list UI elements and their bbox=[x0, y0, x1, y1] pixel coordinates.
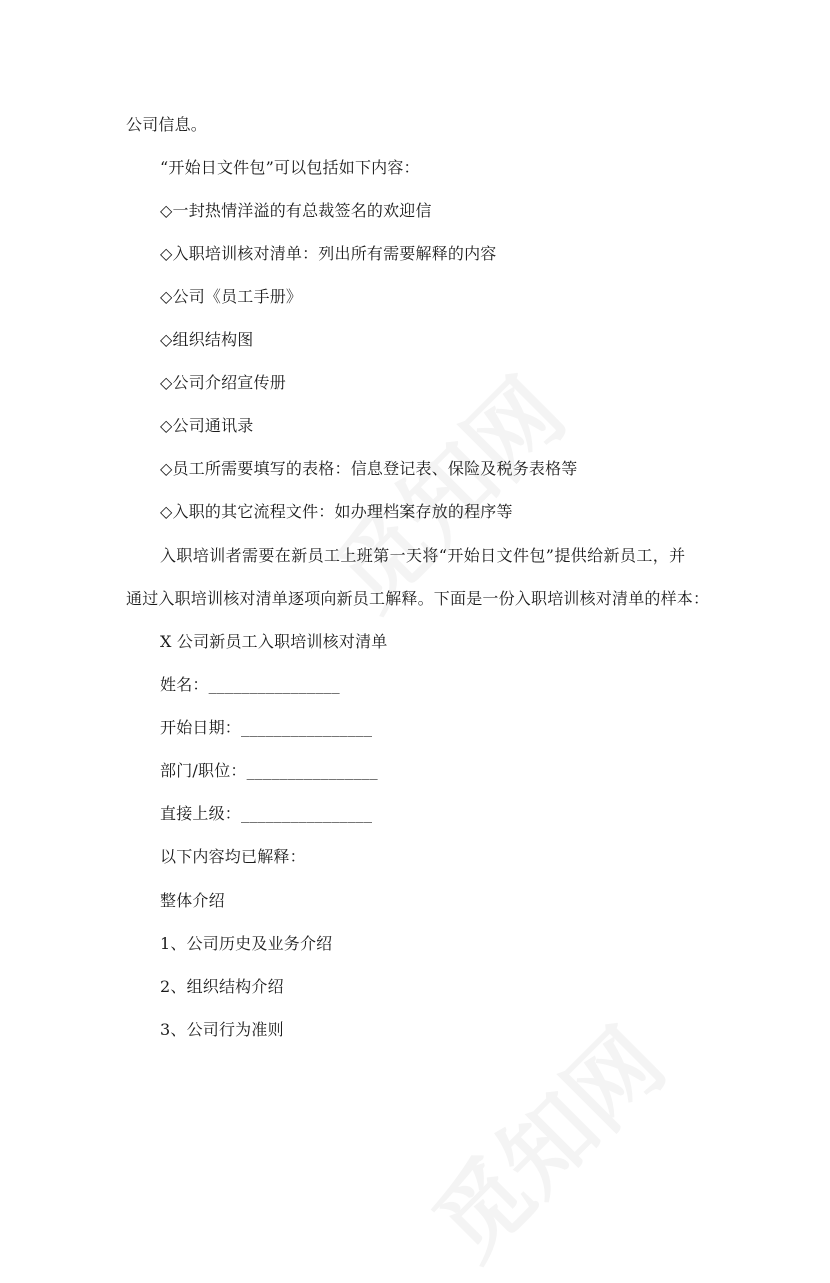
list-item: ◇员工所需要填写的表格：信息登记表、保险及税务表格等 bbox=[160, 459, 578, 478]
paragraph-line: 以下内容均已解释： bbox=[160, 847, 306, 866]
form-field-name: 姓名：________________ bbox=[160, 675, 340, 694]
list-item: ◇组织结构图 bbox=[160, 330, 254, 349]
paragraph-line: 公司信息。 bbox=[126, 115, 208, 134]
list-item: ◇公司《员工手册》 bbox=[160, 287, 303, 306]
form-field-department-position: 部门/职位：________________ bbox=[160, 761, 378, 780]
form-field-supervisor: 直接上级：________________ bbox=[160, 804, 373, 823]
list-item: ◇公司介绍宣传册 bbox=[160, 373, 286, 392]
paragraph-line: “开始日文件包”可以包括如下内容： bbox=[160, 158, 420, 177]
section-heading: 整体介绍 bbox=[160, 891, 225, 910]
paragraph-line: 通过入职培训核对清单逐项向新员工解释。下面是一份入职培训核对清单的样本： bbox=[126, 589, 710, 608]
list-item: ◇公司通讯录 bbox=[160, 416, 254, 435]
list-item: ◇一封热情洋溢的有总裁签名的欢迎信 bbox=[160, 201, 432, 220]
list-item: 1、公司历史及业务介绍 bbox=[160, 934, 333, 953]
list-item: ◇入职培训核对清单：列出所有需要解释的内容 bbox=[160, 244, 497, 263]
watermark bbox=[400, 995, 689, 1283]
paragraph-line: 入职培训者需要在新员工上班第一天将“开始日文件包”提供给新员工，并 bbox=[160, 546, 686, 565]
list-item: ◇入职的其它流程文件：如办理档案存放的程序等 bbox=[160, 502, 513, 521]
checklist-title: X 公司新员工入职培训核对清单 bbox=[160, 632, 388, 651]
list-item: 2、组织结构介绍 bbox=[160, 977, 284, 996]
list-item: 3、公司行为准则 bbox=[160, 1020, 284, 1039]
form-field-start-date: 开始日期：________________ bbox=[160, 718, 373, 737]
